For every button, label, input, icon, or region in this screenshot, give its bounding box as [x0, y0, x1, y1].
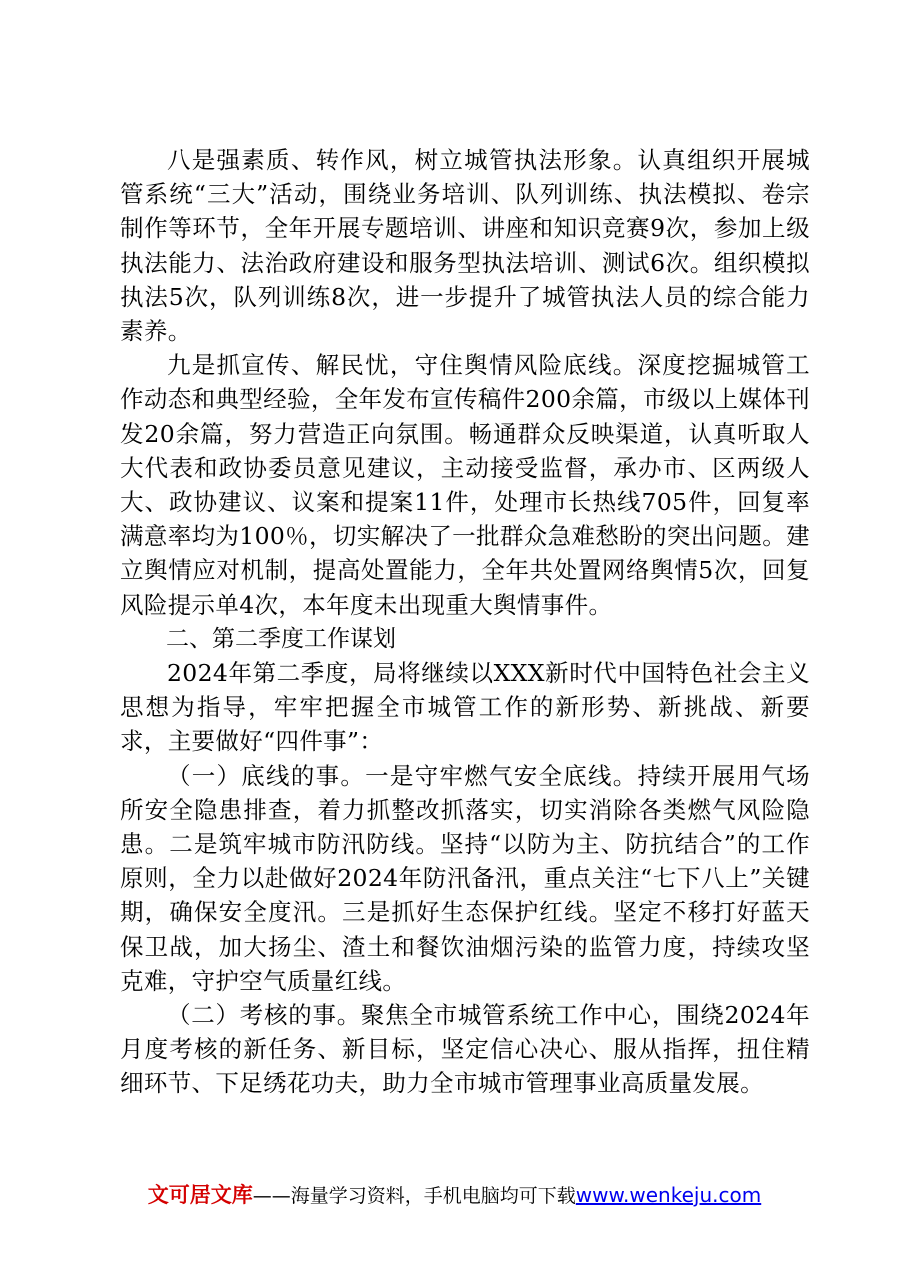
footer-tagline: ——海量学习资料，手机电脑均可下载 [252, 1185, 576, 1207]
paragraph-item-9: 九是抓宣传、解民忧，守住舆情风险底线。深度挖掘城管工作动态和典型经验，全年发布宣传稿件200余篇，市级以上媒体刊发20余篇，努力营造正向氛围。畅通群众反映渠道，认真听取人大代表和政协委员意见建议，主动接受监督，承办市、区两级人大、政协建议、议案和提案11件，处理市长热线705件，回复率满意率均为100％，切实解决了一批群众急难愁盼的突出问题。建立舆情应对机制，提高处置能力，全年共处置网络舆情5次，回复风险提示单4次，本年度未出现重大舆情事件。 [120, 351, 810, 619]
footer-brand: 文可居文库 [147, 1183, 253, 1207]
plan-item-2-paragraph: （二）考核的事。聚焦全市城管系统工作中心，围绕2024年月度考核的新任务、新目标，坚定信心决心、服从指挥，扭住精细环节、下足绣花功夫，助力全市城市管理事业高质量发展。 [120, 1001, 810, 1098]
plan-intro-paragraph: 2024年第二季度，局将继续以XXX新时代中国特色社会主义思想为指导，牢牢把握全市城管工作的新形势、新挑战、新要求，主要做好“四件事”： [120, 659, 810, 756]
footer-url-link[interactable]: www.wenkeju.com [575, 1183, 762, 1207]
section-heading: 二、第二季度工作谋划 [166, 625, 396, 652]
plan-item-1-paragraph: （一）底线的事。一是守牢燃气安全底线。持续开展用气场所安全隐患排查，着力抓整改抓落实，切实消除各类燃气风险隐患。二是筑牢城市防汛防线。坚持“以防为主、防抗结合”的工作原则，全力以赴做好2024年防汛备汛，重点关注“七下八上”关键期，确保安全度汛。三是抓好生态保护红线。坚定不移打好蓝天保卫战，加大扬尘、渣土和餐饮油烟污染的监管力度，持续攻坚克难，守护空气质量红线。 [120, 761, 810, 995]
document-body [120, 143, 810, 1101]
paragraph-item-8: 八是强素质、转作风，树立城管执法形象。认真组织开展城管系统“三大”活动，围绕业务培训、队列训练、执法模拟、卷宗制作等环节，全年开展专题培训、讲座和知识竞赛9次，参加上级执法能力、法治政府建设和服务型执法培训、测试6次。组织模拟执法5次，队列训练8次，进一步提升了城管执法人员的综合能力素养。 [120, 146, 810, 346]
watermark-footer [0, 1180, 909, 1211]
